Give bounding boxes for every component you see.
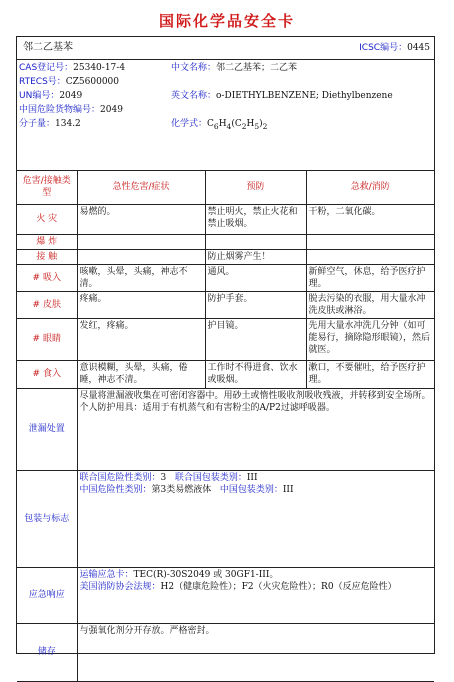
mw-line: [19, 118, 81, 130]
formula-sub: 6: [213, 121, 219, 131]
transport-label: 运输应急卡：: [79, 569, 134, 580]
row-type: # 吸入: [17, 264, 77, 291]
row-type: # 皮肤: [17, 291, 77, 318]
row-prevention: 防止烟雾产生！: [205, 249, 306, 264]
row-hazard: 咳嗽，头晕，头痛，神志不清。: [77, 264, 205, 291]
table-row: [17, 360, 434, 388]
row-hazard: 疼痛。: [77, 291, 205, 318]
cn-name-value: 邻二乙基苯；二乙苯: [216, 63, 298, 73]
safety-card: [16, 36, 435, 657]
cn-class-line: [80, 484, 433, 496]
cas-value: 25340-17-4: [73, 63, 126, 73]
formula-part: ): [259, 119, 263, 129]
icsc-value: 0445: [407, 43, 430, 53]
formula-part: C: [207, 119, 214, 129]
un-pack-label: 联合国包装类别：: [174, 472, 247, 483]
un-value: 2049: [59, 91, 83, 101]
row-type: 爆 炸: [17, 234, 77, 249]
un-line: [19, 90, 82, 102]
row-type: 接 触: [17, 249, 77, 264]
row-type: # 食入: [17, 360, 77, 388]
cn-class-label: 中国危险性类别：: [79, 484, 152, 495]
spill-text: 尽量将泄漏液收集在可密闭容器中。用砂土或惰性吸收剂吸收残液，并转移到安全场所。个人防护用具：适用于有机蒸气和有害粉尘的A/P2过滤呼吸器。: [77, 388, 434, 470]
emergency-row: [17, 567, 434, 623]
formula-part: H: [218, 119, 227, 129]
formula-sub: 2: [241, 121, 247, 131]
cn-danger-label: 中国危险货物编号：: [19, 105, 101, 115]
col-header-prevention: 预防: [205, 171, 306, 204]
un-label: UN编号：: [19, 91, 60, 101]
row-aid: 新鲜空气，休息，给予医疗护理。: [306, 264, 434, 291]
formula-value: [207, 119, 267, 129]
row-prevention: [205, 234, 306, 249]
table-row: [17, 264, 434, 291]
table-row: [17, 204, 434, 234]
en-name-line: [171, 90, 393, 102]
row-aid: [306, 249, 434, 264]
nfpa-value: H2（健康危险性）；F2（火灾危险性）；R0（反应危险性）: [160, 581, 397, 592]
row-hazard: 意识模糊，头晕，头痛，倦睡，神志不清。: [77, 360, 205, 388]
emergency-text: [77, 567, 434, 623]
transport-value: TEC(R)-30S2049 或 30GF1-III。: [133, 569, 279, 580]
un-class-line: [80, 472, 433, 484]
row-aid: 干粉，二氧化碳。: [306, 204, 434, 234]
rtecs-line: [19, 76, 119, 88]
formula-line: [171, 118, 267, 133]
row-hazard: [77, 249, 205, 264]
packaging-label: 包装与标志: [17, 470, 77, 567]
formula-sub: 5: [254, 121, 260, 131]
storage-text: 与强氧化剂分开存放。严格密封。: [77, 623, 434, 681]
row-prevention: 通风。: [205, 264, 306, 291]
chemical-header: [17, 37, 434, 60]
row-aid: 脱去污染的衣服，用大量水冲洗皮肤或淋浴。: [306, 291, 434, 318]
emergency-label: 应急响应: [17, 567, 77, 623]
formula-part: (C: [231, 119, 242, 129]
rtecs-label: RTECS号：: [19, 77, 66, 87]
card-title: 国际化学品安全卡: [158, 12, 295, 30]
cn-class-value: 第3类易燃液体: [151, 484, 212, 495]
icsc-number: [359, 42, 430, 54]
spill-row: [17, 388, 434, 470]
table-row: [17, 318, 434, 360]
cn-name-line: [171, 62, 297, 74]
row-prevention: 防护手套。: [205, 291, 306, 318]
en-name-value: o-DIETHYLBENZENE; Diethylbenzene: [216, 91, 393, 101]
cn-pack-label: 中国包装类别：: [219, 484, 283, 495]
row-prevention: 护目镜。: [205, 318, 306, 360]
row-prevention: 工作时不得进食、饮水或吸烟。: [205, 360, 306, 388]
spill-label: 泄漏处置: [17, 388, 77, 470]
row-hazard: 易燃的。: [77, 204, 205, 234]
table-row: [17, 249, 434, 264]
mw-value: 134.2: [55, 119, 81, 129]
packaging-text: [77, 470, 434, 567]
row-hazard: [77, 234, 205, 249]
rtecs-value: CZ5600000: [65, 77, 120, 87]
cas-label: CAS登记号：: [19, 63, 74, 73]
row-aid: [306, 234, 434, 249]
packaging-row: [17, 470, 434, 567]
col-header-aid: 急救/消防: [306, 171, 434, 204]
mw-label: 分子量：: [19, 119, 56, 129]
cn-pack-value: III: [282, 484, 294, 495]
row-prevention: 禁止明火，禁止火花和禁止吸烟。: [205, 204, 306, 234]
col-header-hazard: 急性危害/症状: [77, 171, 205, 204]
table-row: [17, 291, 434, 318]
row-type: # 眼睛: [17, 318, 77, 360]
row-hazard: 发红，疼痛。: [77, 318, 205, 360]
row-aid: 先用大量水冲洗几分钟（如可能易行，摘除隐形眼镜），然后就医。: [306, 318, 434, 360]
un-class-label: 联合国危险性类别：: [79, 472, 161, 483]
table-header-row: [17, 171, 434, 204]
cn-danger-value: 2049: [100, 105, 123, 115]
table-row: [17, 234, 434, 249]
nfpa-line: [80, 581, 433, 593]
identifiers-block: [17, 60, 434, 171]
formula-sub: 2: [262, 121, 268, 131]
storage-row: [17, 623, 434, 681]
cas-line: [19, 62, 125, 74]
cn-name-label: 中文名称：: [171, 63, 217, 73]
icsc-label: ICSC编号：: [359, 43, 408, 53]
chemical-name: 邻二乙基苯: [23, 42, 73, 53]
transport-line: [80, 569, 433, 581]
cn-danger-line: [19, 104, 123, 116]
col-header-type: 危害/接触类型: [17, 171, 77, 204]
nfpa-label: 美国消防协会法规：: [79, 581, 161, 592]
row-aid: 漱口，不要催吐，给予医疗护理。: [306, 360, 434, 388]
formula-label: 化学式：: [171, 119, 208, 129]
row-type: 火 灾: [17, 204, 77, 234]
un-pack-value: III: [246, 472, 258, 483]
formula-part: H: [246, 119, 255, 129]
hazard-table: [17, 171, 434, 682]
storage-label: 储存: [17, 623, 77, 681]
formula-sub: 4: [226, 121, 232, 131]
un-class-value: 3: [160, 472, 167, 483]
en-name-label: 英文名称：: [171, 91, 217, 101]
